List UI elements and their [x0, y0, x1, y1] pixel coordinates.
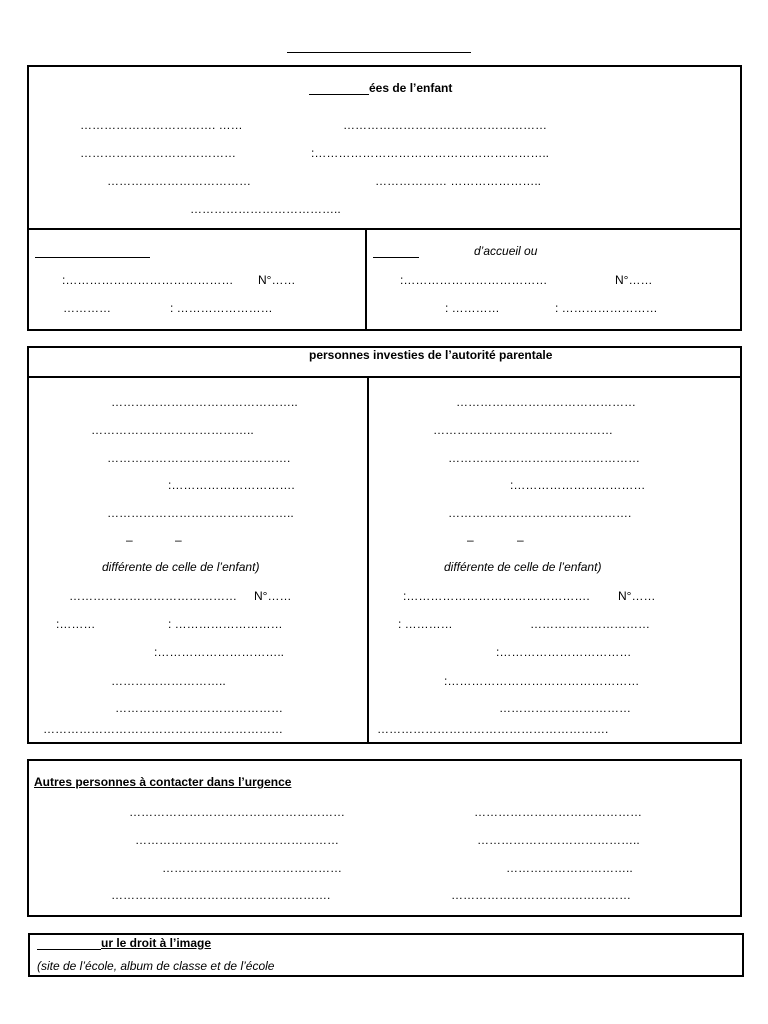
parent1-field-2: …………………………………..: [91, 423, 254, 437]
parent2-field-2: ………………………………………: [433, 423, 613, 437]
parent1-dash-1: –: [126, 533, 133, 547]
right-cell-heading: d’accueil ou: [474, 244, 538, 258]
right-cell-heading-blank: [373, 257, 419, 258]
image-rights-title: ur le droit à l’image: [101, 936, 212, 950]
parent2-field-3: …………………………………………: [448, 451, 640, 465]
child-field-7: ………………………………..: [190, 202, 341, 216]
parental-section-title: personnes investies de l’autorité parentale: [309, 348, 553, 362]
contact-field-3a: ………………………………………: [162, 861, 342, 875]
parent1-field-3: ……………………………………….: [107, 451, 291, 465]
parent1-field-5: ………………………………………..: [107, 506, 294, 520]
parent2-field-12: ………………………………………………….: [377, 722, 609, 736]
right-number-field: N°……: [615, 273, 653, 287]
parent2-field-9: :……………………………: [496, 645, 632, 659]
image-rights-subtitle: (site de l’école, album de classe et de l’école: [37, 959, 275, 973]
child-info-section: [27, 65, 742, 331]
emergency-section-title: Autres personnes à contacter dans l’urgence: [34, 775, 292, 789]
parent2-field-10: :…………………………………………: [444, 674, 640, 688]
left-field-a: …………: [63, 301, 111, 315]
parent1-field-9: :…………………………..: [154, 645, 285, 659]
child-field-2: ……………………………………………: [343, 118, 547, 132]
child-field-6: ……………… …………………..: [375, 174, 542, 188]
left-field-b: : ……………………: [170, 301, 273, 315]
contact-field-1b: ……………………………………: [474, 805, 642, 819]
parent2-field-11: ……………………………: [499, 701, 631, 715]
left-number-field: N°……: [258, 273, 296, 287]
parent2-address-note: différente de celle de l’enfant): [444, 560, 602, 574]
right-field-a: : …………: [445, 301, 500, 315]
parent1-field-8b: : ………………………: [168, 617, 283, 631]
column-divider: [367, 376, 369, 744]
contact-field-4a: ……………………………………………….: [111, 888, 331, 902]
parent1-field-1: ………………………………………..: [111, 395, 298, 409]
child-field-3: …………………………………: [80, 146, 236, 160]
parent1-dash-2: –: [175, 533, 182, 547]
parent2-field-5: ……………………………………….: [448, 506, 632, 520]
parent2-field-4: :……………………………: [510, 478, 646, 492]
contact-field-2a: ……………………………………………: [135, 833, 339, 847]
image-title-blank: [37, 949, 101, 950]
parent1-field-7: ……………………………………: [69, 589, 237, 603]
parent1-field-8a: :………: [56, 617, 96, 631]
top-title-rule: [287, 52, 471, 53]
parent1-field-12: ……………………………………………………: [43, 722, 283, 736]
section-divider: [27, 376, 742, 378]
left-cell-heading-blank: [35, 257, 150, 258]
parent2-field-8a: : …………: [398, 617, 453, 631]
left-address-field: :……………………………………: [62, 273, 234, 287]
title-underline-blank: [309, 94, 369, 95]
parent2-dash-1: –: [467, 533, 474, 547]
parent2-field-1: ………………………………………: [456, 395, 636, 409]
parent1-address-note: différente de celle de l’enfant): [102, 560, 260, 574]
child-field-4: :…………………………………………………..: [311, 146, 550, 160]
contact-field-4b: ………………………………………: [451, 888, 631, 902]
parent2-number-field: N°……: [618, 589, 656, 603]
child-section-title: ées de l’enfant: [369, 81, 453, 95]
child-field-1: ……………………………. ……: [80, 118, 243, 132]
contact-field-2b: …………………………………..: [477, 833, 640, 847]
contact-field-1a: ………………………………………………: [129, 805, 345, 819]
parent1-field-11: ……………………………………: [115, 701, 283, 715]
column-divider: [365, 228, 367, 331]
child-field-5: ………………………………: [107, 174, 251, 188]
parent2-field-8b: …………………………: [530, 617, 650, 631]
right-field-b: : ……………………: [555, 301, 658, 315]
right-address-field: :………………………………: [400, 273, 548, 287]
section-divider: [27, 228, 742, 230]
contact-field-3b: …………………………..: [506, 861, 633, 875]
parent1-field-10: ………………………..: [111, 674, 226, 688]
parent2-dash-2: –: [517, 533, 524, 547]
parent2-field-7: :……………………………………….: [403, 589, 590, 603]
parent1-number-field: N°……: [254, 589, 292, 603]
parent1-field-4: :………………………….: [168, 478, 295, 492]
